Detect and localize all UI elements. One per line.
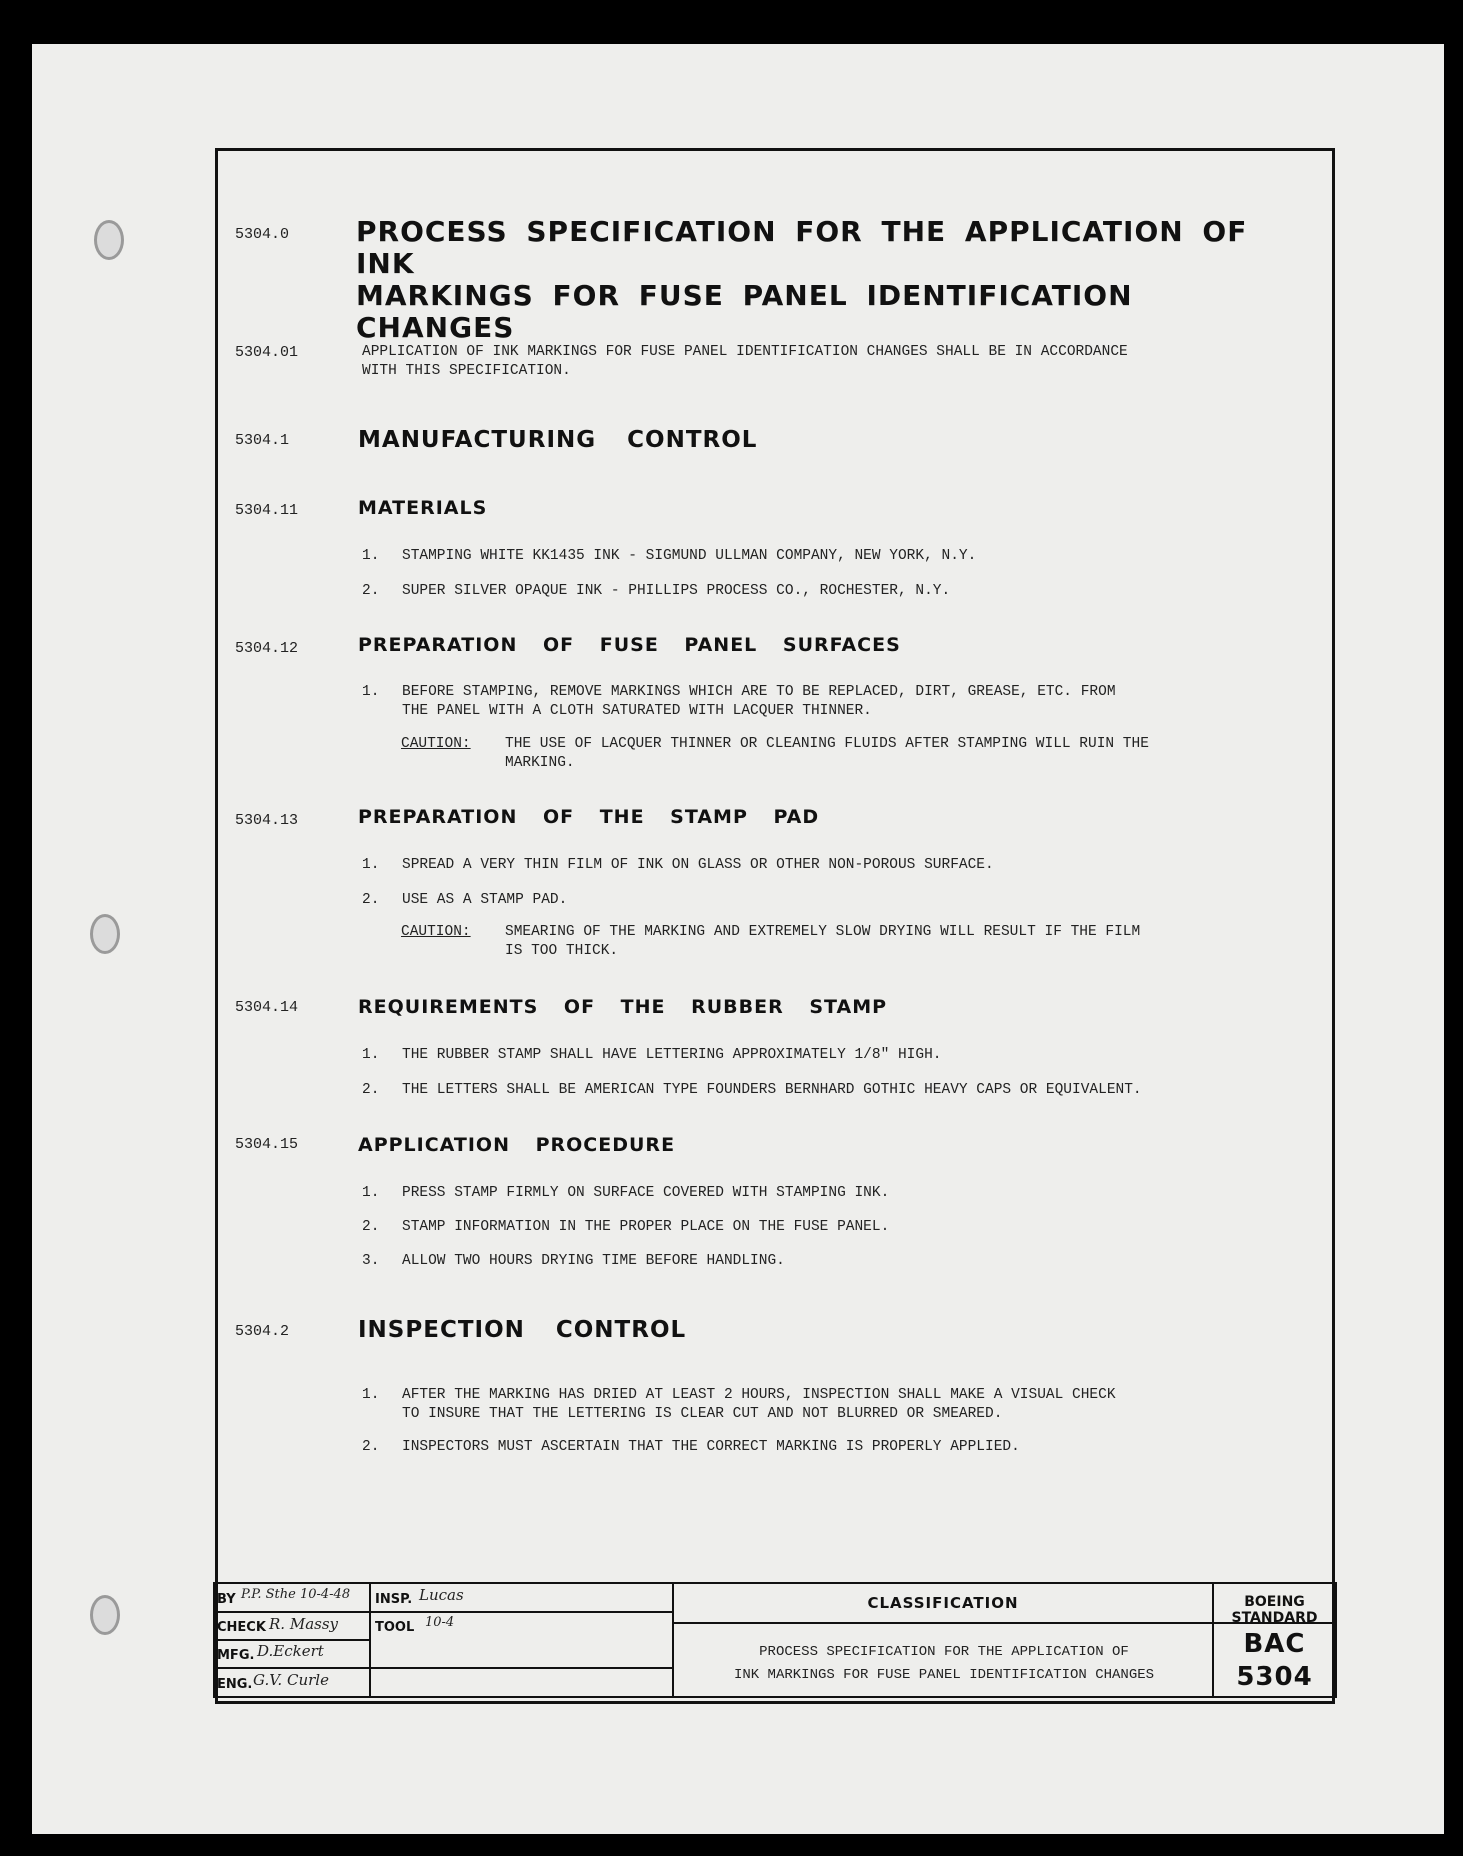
tool-signature: 10-4 [425,1615,455,1630]
item-number: 3. [362,1253,380,1269]
item-line-1: BEFORE STAMPING, REMOVE MARKINGS WHICH ARE TO BE REPLACED, DIRT, GREASE, ETC. FROM [402,684,1116,700]
insp-label: INSP. [375,1592,413,1607]
item-text: THE RUBBER STAMP SHALL HAVE LETTERING APPROXIMATELY 1/8" HIGH. [402,1047,942,1063]
inspection-cell [369,1582,674,1698]
section-number: 5304.01 [235,344,299,361]
section-number: 5304.2 [235,1323,290,1340]
item-number: 2. [362,1219,380,1235]
by-label: BY [217,1592,236,1607]
item-text: STAMP INFORMATION IN THE PROPER PLACE ON THE FUSE PANEL. [402,1219,890,1235]
caution-line-2: MARKING. [505,755,575,771]
caution-label: CAUTION: [401,736,471,752]
eng-label: ENG. [217,1677,253,1692]
section-number: 5304.11 [235,502,299,519]
binder-hole-top [94,220,124,260]
item-number: 1. [362,857,380,873]
tool-label: TOOL [375,1620,415,1635]
standard-code: BAC [1243,1629,1306,1659]
item-number: 2. [362,1082,380,1098]
section-number: 5304.13 [235,812,299,829]
item-line-2: TO INSURE THAT THE LETTERING IS CLEAR CUT AND NOT BLURRED OR SMEARED. [402,1406,1003,1422]
caution-label: CAUTION: [401,924,471,940]
section-number: 5304.12 [235,640,299,657]
section-heading: APPLICATION PROCEDURE [358,1134,676,1156]
section-heading: INSPECTION CONTROL [358,1317,687,1343]
by-signature: P.P. Sthe 10-4-48 [241,1587,351,1602]
classification-label: CLASSIFICATION [867,1594,1019,1612]
section-number: 5304.14 [235,999,299,1016]
binder-hole-bottom [90,1595,120,1635]
item-text: STAMPING WHITE KK1435 INK - SIGMUND ULLMAN COMPANY, NEW YORK, N.Y. [402,548,977,564]
item-number: 1. [362,1387,380,1403]
title-block [213,1582,1337,1698]
classification-divider [672,1622,1214,1624]
section-number: 5304.1 [235,432,290,449]
caution-line-1: THE USE OF LACQUER THINNER OR CLEANING FLUIDS AFTER STAMPING WILL RUIN THE [505,736,1149,752]
item-number: 1. [362,1185,380,1201]
item-line-2: THE PANEL WITH A CLOTH SATURATED WITH LACQUER THINNER. [402,703,872,719]
title-block-divider [213,1639,371,1641]
eng-signature: G.V. Curle [253,1671,329,1689]
item-line-1: AFTER THE MARKING HAS DRIED AT LEAST 2 HOURS, INSPECTION SHALL MAKE A VISUAL CHECK [402,1387,1116,1403]
item-number: 2. [362,1439,380,1455]
standard-number: 5304 [1236,1662,1313,1692]
mfg-signature: D.Eckert [257,1642,324,1660]
caution-text [505,923,1285,961]
binder-hole-middle [90,914,120,954]
item-number: 1. [362,548,380,564]
section-heading: MATERIALS [358,497,488,519]
item-text [402,1386,1302,1424]
standard-label: BOEING STANDARD [1231,1594,1318,1626]
section-heading: MANUFACTURING CONTROL [358,427,758,453]
title-line-1: PROCESS SPECIFICATION FOR THE APPLICATION OF INK [356,215,1248,280]
intro-line-1: APPLICATION OF INK MARKINGS FOR FUSE PANEL IDENTIFICATION CHANGES SHALL BE IN ACCORDANCE [362,344,1128,360]
item-number: 2. [362,892,380,908]
title-block-divider [213,1611,674,1613]
item-text: PRESS STAMP FIRMLY ON SURFACE COVERED WITH STAMPING INK. [402,1185,890,1201]
item-text: THE LETTERS SHALL BE AMERICAN TYPE FOUNDERS BERNHARD GOTHIC HEAVY CAPS OR EQUIVALENT. [402,1082,1142,1098]
classification-text [674,1641,1214,1687]
check-label: CHECK [217,1620,266,1635]
title-block-divider [213,1667,674,1669]
intro-paragraph [362,343,1292,381]
title-line-2: MARKINGS FOR FUSE PANEL IDENTIFICATION CHANGES [356,279,1133,344]
item-number: 1. [362,684,380,700]
mfg-label: MFG. [217,1648,255,1663]
classification-line-2: INK MARKINGS FOR FUSE PANEL IDENTIFICATION CHANGES [733,1667,1155,1683]
caution-line-2: IS TOO THICK. [505,943,619,959]
item-number: 2. [362,583,380,599]
insp-signature: Lucas [419,1586,464,1604]
section-heading: PREPARATION OF FUSE PANEL SURFACES [358,634,901,656]
section-number: 5304.15 [235,1136,299,1153]
item-text: ALLOW TWO HOURS DRYING TIME BEFORE HANDLING. [402,1253,785,1269]
section-heading: REQUIREMENTS OF THE RUBBER STAMP [358,996,888,1018]
item-text: SPREAD A VERY THIN FILM OF INK ON GLASS OR OTHER NON-POROUS SURFACE. [402,857,994,873]
classification-line-1: PROCESS SPECIFICATION FOR THE APPLICATION OF [759,1644,1129,1660]
intro-line-2: WITH THIS SPECIFICATION. [362,363,571,379]
section-heading: PREPARATION OF THE STAMP PAD [358,806,820,828]
item-number: 1. [362,1047,380,1063]
item-text: INSPECTORS MUST ASCERTAIN THAT THE CORRECT MARKING IS PROPERLY APPLIED. [402,1439,1020,1455]
caution-line-1: SMEARING OF THE MARKING AND EXTREMELY SLOW DRYING WILL RESULT IF THE FILM [505,924,1141,940]
item-text: SUPER SILVER OPAQUE INK - PHILLIPS PROCESS CO., ROCHESTER, N.Y. [402,583,951,599]
item-text [402,683,1302,721]
section-number: 5304.0 [235,226,290,243]
item-text: USE AS A STAMP PAD. [402,892,568,908]
document-title [356,216,1296,344]
caution-text [505,735,1285,773]
check-signature: R. Massy [269,1615,339,1633]
